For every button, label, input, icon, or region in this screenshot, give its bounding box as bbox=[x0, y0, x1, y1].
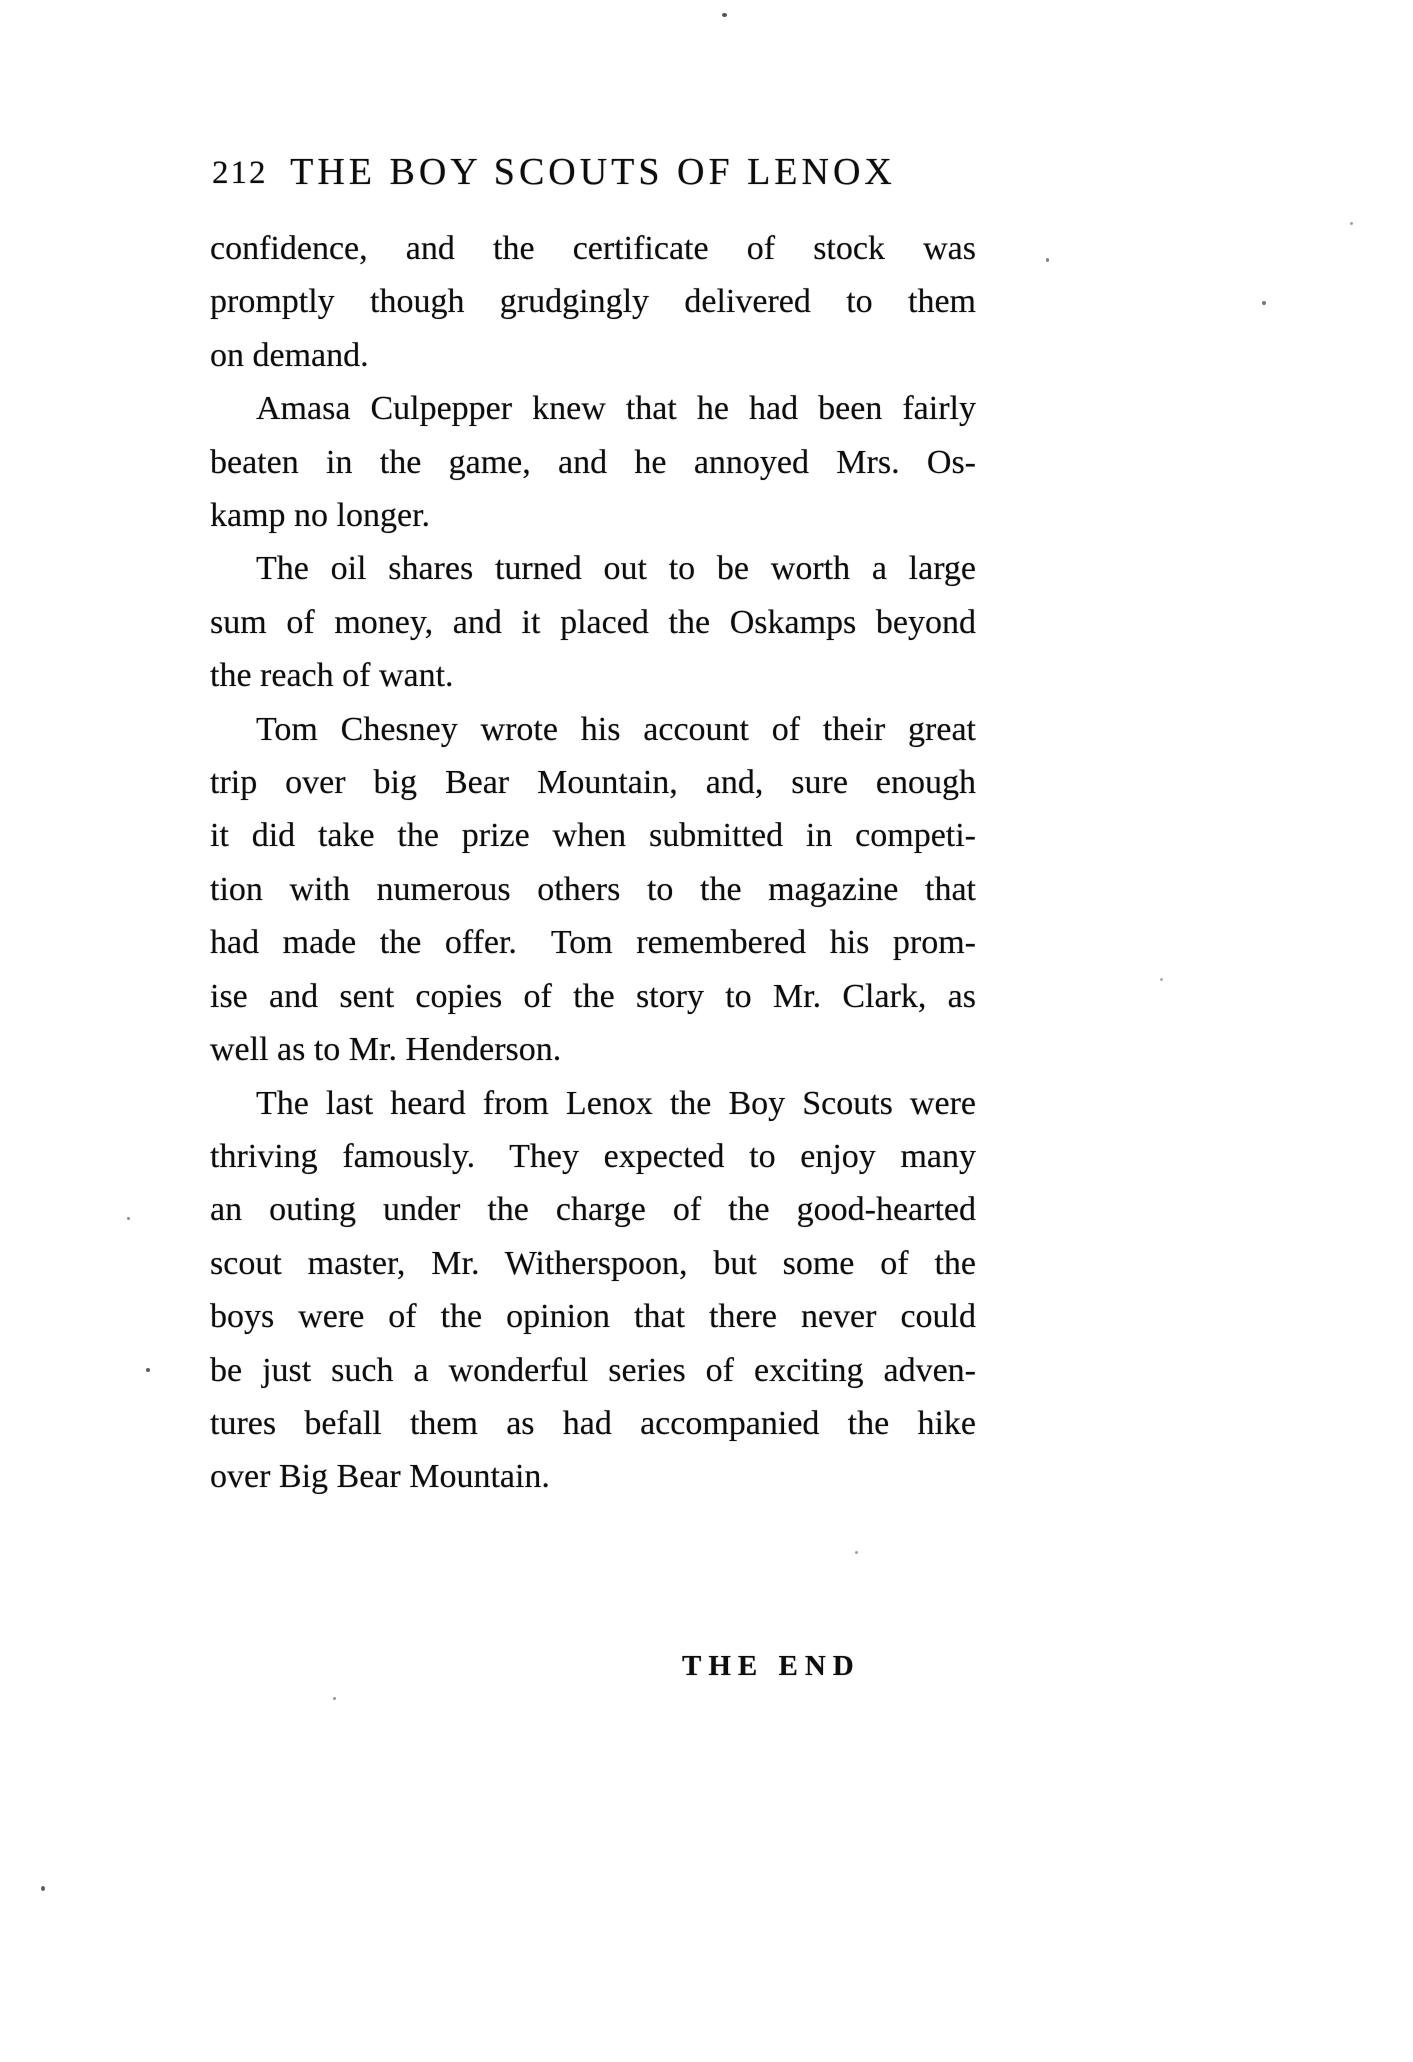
body-line: confidence, and the certificate of stock was bbox=[210, 230, 976, 267]
scan-speckle-icon bbox=[1262, 301, 1266, 305]
scan-speckle-icon bbox=[855, 1551, 858, 1554]
scan-speckle-icon bbox=[722, 13, 727, 17]
paragraph bbox=[210, 382, 976, 542]
body-line: Amasa Culpepper knew that he had been fairly bbox=[256, 390, 976, 428]
body-line: over Big Bear Mountain. bbox=[210, 1458, 550, 1496]
the-end-label: THE END bbox=[682, 1649, 861, 1682]
paragraph bbox=[210, 222, 976, 382]
scan-speckle-icon bbox=[127, 1217, 130, 1220]
body-line: ise and sent copies of the story to Mr. Clark, as bbox=[210, 977, 976, 1015]
body-line: sum of money, and it placed the Oskamps beyond bbox=[210, 603, 976, 641]
scan-speckle-icon bbox=[333, 1697, 336, 1700]
body-line: an outing under the charge of the good-hearted bbox=[210, 1191, 976, 1229]
body-line: had made the offer. Tom remembered his prom- bbox=[210, 924, 976, 962]
body-line: promptly though grudgingly delivered to them bbox=[210, 283, 976, 321]
running-title: THE BOY SCOUTS OF LENOX bbox=[290, 151, 896, 193]
body-line: Tom Chesney wrote his account of their great bbox=[256, 710, 976, 748]
body-line: scout master, Mr. Witherspoon, but some of the bbox=[210, 1244, 976, 1282]
body-line: be just such a wonderful series of exciting adven- bbox=[210, 1351, 976, 1389]
paragraph bbox=[210, 1077, 976, 1504]
scan-speckle-icon bbox=[41, 1886, 45, 1891]
running-header bbox=[210, 150, 976, 194]
body-text bbox=[210, 222, 976, 1504]
body-line: beaten in the game, and he annoyed Mrs. Os- bbox=[210, 443, 976, 481]
scan-speckle-icon bbox=[146, 1368, 150, 1372]
body-line: tures befall them as had accompanied the hike bbox=[210, 1404, 976, 1442]
text-block bbox=[210, 150, 976, 1683]
body-line: thriving famously. They expected to enjoy many bbox=[210, 1137, 976, 1175]
scan-speckle-icon bbox=[1350, 222, 1353, 225]
scan-speckle-icon bbox=[1160, 978, 1163, 981]
body-line: on demand. bbox=[210, 336, 369, 374]
paragraph bbox=[210, 703, 976, 1077]
body-line: The last heard from Lenox the Boy Scouts were bbox=[256, 1084, 976, 1122]
body-line: well as to Mr. Henderson. bbox=[210, 1031, 562, 1069]
body-line: boys were of the opinion that there never could bbox=[210, 1298, 976, 1336]
body-line: The oil shares turned out to be worth a large bbox=[256, 550, 976, 588]
body-line: kamp no longer. bbox=[210, 497, 431, 535]
body-line: the reach of want. bbox=[210, 657, 454, 695]
body-line: tion with numerous others to the magazine that bbox=[210, 870, 976, 908]
body-line: trip over big Bear Mountain, and, sure enough bbox=[210, 764, 976, 802]
page-number: 212 bbox=[212, 155, 268, 191]
body-line: it did take the prize when submitted in competi- bbox=[210, 817, 976, 855]
scan-speckle-icon bbox=[1046, 258, 1049, 262]
paragraph bbox=[210, 542, 976, 702]
